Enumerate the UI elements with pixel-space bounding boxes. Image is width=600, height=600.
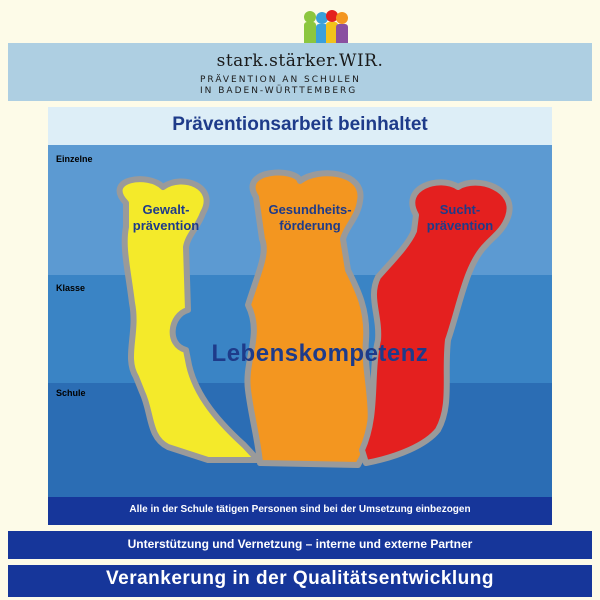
support-strip	[8, 531, 592, 559]
prevention-diagram	[48, 145, 552, 497]
piece-label-sucht-line2: prävention	[426, 218, 494, 233]
anchoring-text: Verankerung in der Qualitätsentwicklung	[106, 568, 494, 589]
level-label-klasse: Klasse	[56, 283, 86, 293]
brand-subtitle-line1: PRÄVENTION AN SCHULEN	[200, 75, 361, 85]
piece-label-gesundheit-line2: förderung	[279, 218, 341, 233]
piece-label-sucht-line1: Sucht-	[439, 202, 481, 217]
piece-label-gewalt-line1: Gewalt-	[142, 202, 190, 217]
brand-title: stark.stärker.WIR.	[216, 51, 384, 71]
anchoring-strip	[8, 565, 592, 597]
level-label-einzelne: Einzelne	[56, 154, 93, 164]
brand-subtitle-line2: IN BADEN-WÜRTTEMBERG	[200, 86, 358, 96]
header-band	[8, 43, 592, 101]
support-text: Unterstützung und Vernetzung – interne und externe Partner	[127, 537, 473, 551]
topic-band	[48, 107, 552, 145]
level-label-schule: Schule	[56, 388, 86, 398]
piece-label-gewalt-line2: prävention	[132, 218, 200, 233]
topic-title: Präventionsarbeit beinhaltet	[172, 114, 428, 135]
involvement-text: Alle in der Schule tätigen Personen sind bei der Umsetzung einbezogen	[129, 504, 471, 515]
piece-label-gesundheit-line1: Gesundheits-	[268, 202, 352, 217]
center-label: Lebenskompetenz	[211, 340, 429, 367]
involvement-strip	[48, 497, 552, 525]
